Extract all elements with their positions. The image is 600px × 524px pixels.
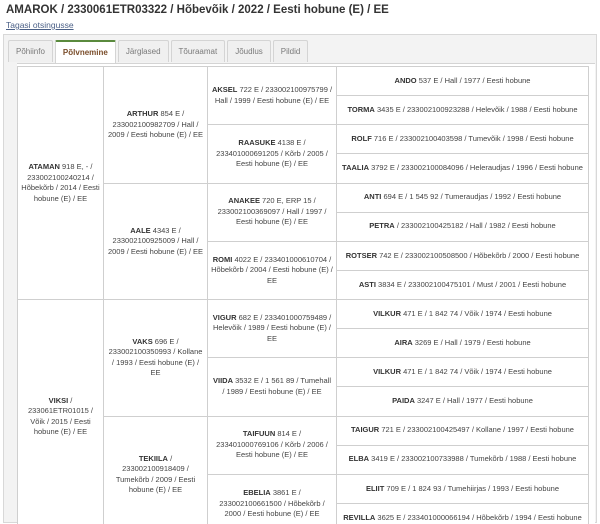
horse-name[interactable]: ANAKEE [228,196,260,205]
pedigree-ancestor [337,242,588,271]
pedigree-table [17,66,589,524]
horse-name[interactable]: TAALIA [342,163,369,172]
horse-name[interactable]: VAKS [132,337,152,346]
tab-jarglased[interactable]: Järglased [118,40,169,62]
pedigree-ancestor [208,417,337,475]
horse-name[interactable]: VIKSI [49,396,69,405]
pedigree-sire [18,67,104,300]
back-to-search-link[interactable]: Tagasi otsingusse [6,20,74,30]
pedigree-generation-2 [104,67,208,524]
horse-name[interactable]: TAIGUR [351,425,379,434]
pedigree-ancestor [337,504,588,524]
horse-details: 3269 E / Hall / 1979 / Eesti hobune [415,338,531,347]
horse-name[interactable]: REVILLA [343,513,375,522]
horse-name[interactable]: VILKUR [373,367,401,376]
horse-details: 720 E, ERP 15 / 233002100369097 / Hall / 1997 / Eesti hobune (E) / EE [218,196,327,226]
horse-name[interactable]: ROLF [351,134,371,143]
pedigree-ancestor [337,154,588,183]
pedigree-ancestor [208,300,337,358]
horse-details: 3625 E / 233401000066194 / Hõbekõrb / 1994 / Eesti hobune [377,513,581,522]
tab-joudlus[interactable]: Jõudlus [227,40,271,62]
horse-details: 3247 E / Hall / 1977 / Eesti hobune [417,396,533,405]
horse-name[interactable]: ROTSER [346,251,377,260]
horse-details: 4343 E / 233002100925009 / Hall / 2009 / Eesti hobune (E) / EE [108,226,203,256]
pedigree-container [17,63,595,524]
horse-details: 742 E / 233002100508500 / Hõbekõrb / 2000 / Eesti hobune [379,251,579,260]
horse-name[interactable]: ROMI [213,255,233,264]
horse-name[interactable]: ATAMAN [29,162,60,171]
horse-name[interactable]: VIGUR [213,313,237,322]
horse-details: 682 E / 233401000759489 / Helevõik / 1989 / Eesti hobune (E) / EE [213,313,331,343]
horse-details: 3532 E / 1 561 89 / Tumehall / 1989 / Eesti hobune (E) / EE [222,376,331,396]
horse-details: 471 E / 1 842 74 / Võik / 1974 / Eesti hobune [403,309,552,318]
horse-details: 709 E / 1 824 93 / Tumehiirjas / 1993 / Eesti hobune [386,484,559,493]
pedigree-ancestor [208,67,337,125]
pedigree-generation-1 [18,67,104,524]
pedigree-ancestor [208,475,337,524]
pedigree-ancestor [337,358,588,387]
horse-name[interactable]: AKSEL [212,85,237,94]
pedigree-ancestor [337,475,588,504]
horse-details: 3834 E / 233002100475101 / Must / 2001 / Eesti hobune [378,280,566,289]
horse-details: 814 E / 233401000769106 / Kõrb / 2006 / Eesti hobune (E) / EE [216,429,328,459]
horse-details: 4022 E / 233401000610704 / Hõbekõrb / 2004 / Eesti hobune (E) / EE [211,255,333,285]
horse-details: 716 E / 233002100403598 / Tumevõik / 1998 / Eesti hobune [374,134,574,143]
pedigree-ancestor [208,358,337,416]
horse-name[interactable]: TEKIILA [139,454,168,463]
horse-name[interactable]: EBELIA [243,488,271,497]
pedigree-ancestor [208,242,337,300]
tab-touraamat[interactable]: Tõuraamat [171,40,226,62]
horse-name[interactable]: ELIIT [366,484,384,493]
pedigree-ancestor [337,271,588,300]
horse-name[interactable]: RAASUKE [238,138,275,147]
tab-pohiinfo[interactable]: Põhiinfo [8,40,53,62]
pedigree-ancestor [208,125,337,183]
horse-details: 722 E / 233002100975799 / Hall / 1999 / Eesti hobune (E) / EE [215,85,332,105]
horse-details: 4138 E / 233401000691205 / Kõrb / 2005 / Eesti hobune (E) / EE [216,138,328,168]
page-title: AMAROK / 2330061ETR03322 / Hõbevõik / 2022 / Eesti hobune (E) / EE [6,4,596,16]
horse-name[interactable]: VIIDA [213,376,233,385]
tab-pildid[interactable]: Pildid [273,40,309,62]
pedigree-ancestor [104,417,208,524]
horse-name[interactable]: VILKUR [373,309,401,318]
horse-name[interactable]: ARTHUR [127,109,159,118]
pedigree-ancestor [208,184,337,242]
horse-details: 721 E / 233002100425497 / Kollane / 1997 / Eesti hobune [381,425,574,434]
horse-details: 471 E / 1 842 74 / Võik / 1974 / Eesti hobune [403,367,552,376]
horse-details: 918 E, - / 233002100240214 / Hõbekõrb / 2014 / Eesti hobune (E) / EE [21,162,99,203]
horse-details: 537 E / Hall / 1977 / Eesti hobune [419,76,531,85]
horse-details: / 233002100425182 / Hall / 1982 / Eesti hobune [397,221,556,230]
tab-polvnemine[interactable]: Põlvnemine [55,40,116,63]
horse-details: / 233002100918409 / Tumekõrb / 2009 / Eesti hobune (E) / EE [116,454,195,495]
horse-details: 854 E / 233002100982709 / Hall / 2009 / Eesti hobune (E) / EE [108,109,203,139]
horse-name[interactable]: PETRA [369,221,394,230]
pedigree-ancestor [337,96,588,125]
pedigree-ancestor [337,446,588,475]
horse-details: 696 E / 233002100350993 / Kollane / 1993 / Eesti hobune (E) / EE [109,337,203,378]
pedigree-ancestor [337,213,588,242]
horse-details: 3792 E / 233002100084096 / Heleraudjas / 1996 / Eesti hobune [371,163,583,172]
horse-details: 3419 E / 233002100733988 / Tumekõrb / 1988 / Eesti hobune [371,454,576,463]
pedigree-ancestor [104,67,208,184]
pedigree-ancestor [337,67,588,96]
pedigree-ancestor [337,387,588,416]
pedigree-ancestor [337,300,588,329]
horse-name[interactable]: ANDO [395,76,417,85]
horse-details: 3435 E / 233002100923288 / Helevõik / 1988 / Eesti hobune [377,105,578,114]
horse-details: 694 E / 1 545 92 / Tumeraudjas / 1992 / Eesti hobune [383,192,561,201]
horse-name[interactable]: ELBA [349,454,369,463]
horse-name[interactable]: AALE [130,226,150,235]
horse-name[interactable]: PAIDA [392,396,415,405]
horse-name[interactable]: ASTI [359,280,376,289]
pedigree-ancestor [337,417,588,446]
pedigree-ancestor [337,329,588,358]
horse-name[interactable]: ANTI [364,192,382,201]
tab-bar [8,40,310,62]
horse-details: 3861 E / 233002100661500 / Hõbekõrb / 2000 / Eesti hobune (E) / EE [219,488,325,518]
pedigree-generation-4 [337,67,588,524]
content-panel [3,34,597,523]
pedigree-ancestor [104,300,208,417]
pedigree-ancestor [337,125,588,154]
pedigree-dam [18,300,104,524]
horse-name[interactable]: AIRA [394,338,412,347]
horse-name[interactable]: TAIFUUN [243,429,275,438]
pedigree-ancestor [337,184,588,213]
pedigree-generation-3 [208,67,337,524]
horse-name[interactable]: TORMA [347,105,374,114]
pedigree-ancestor [104,184,208,301]
horse-details: / 233061ETR01015 / Võik / 2015 / Eesti hobune (E) / EE [28,396,93,437]
